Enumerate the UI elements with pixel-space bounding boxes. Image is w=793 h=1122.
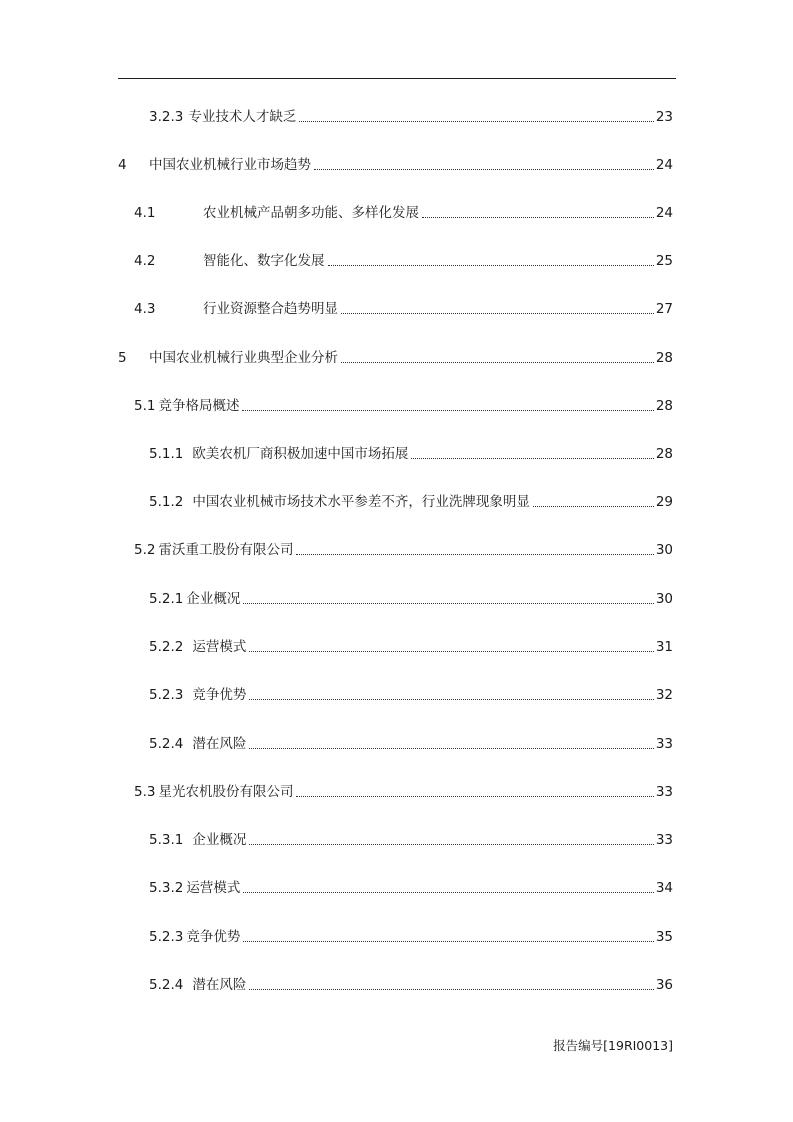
toc-entry-number: 5.2.4 <box>149 977 184 993</box>
toc-entry-5-3-3[interactable] <box>149 927 673 947</box>
toc-entry-5-1-1[interactable] <box>149 444 673 464</box>
dot-leader <box>243 941 653 942</box>
toc-entry-title: 欧美农机厂商积极加速中国市场拓展 <box>192 446 409 462</box>
toc-entry-5-2-3[interactable] <box>149 685 673 705</box>
dot-leader <box>533 506 654 507</box>
toc-entry-number: 3.2.3 <box>149 109 184 125</box>
toc-entry-page: 33 <box>655 736 673 752</box>
toc-entry-page: 33 <box>655 784 673 800</box>
toc-entry-title: 运营模式 <box>192 639 247 655</box>
toc-entry-title: 潜在风险 <box>192 977 247 993</box>
dot-leader <box>249 989 653 990</box>
toc-entry-number: 4.3 <box>134 301 156 317</box>
toc-entry-number: 5.2.2 <box>149 639 184 655</box>
toc-entry-number: 5.1 <box>134 398 156 414</box>
toc-entry-5-3-1[interactable] <box>149 830 673 850</box>
toc-entry-5-2-2[interactable] <box>149 637 673 657</box>
dot-leader <box>341 362 654 363</box>
toc-entry-page: 24 <box>655 205 673 221</box>
dot-leader <box>328 265 654 266</box>
dot-leader <box>249 748 653 749</box>
toc-entry-page: 24 <box>655 157 673 173</box>
dot-leader <box>422 217 654 218</box>
toc-entry-page: 32 <box>655 687 673 703</box>
toc-entry-page: 28 <box>655 350 673 366</box>
toc-entry-4-2[interactable] <box>134 251 673 271</box>
toc-entry-number: 5.2.3 <box>149 687 184 703</box>
dot-leader <box>243 892 653 893</box>
toc-entry-page: 29 <box>655 494 673 510</box>
dot-leader <box>341 313 654 314</box>
dot-leader <box>249 651 653 652</box>
toc-entry-number: 5.3 <box>134 784 156 800</box>
dot-leader <box>249 699 653 700</box>
toc-entry-title: 中国农业机械行业典型企业分析 <box>149 350 338 366</box>
toc-entry-number: 5.2.3 <box>149 929 184 945</box>
dot-leader <box>296 796 653 797</box>
toc-entry-4-1[interactable] <box>134 203 673 223</box>
toc-entry-page: 34 <box>655 880 673 896</box>
toc-entry-number: 5.3.2 <box>149 880 184 896</box>
toc-entry-5-2-1[interactable] <box>149 589 673 609</box>
toc-entry-page: 36 <box>655 977 673 993</box>
toc-entry-page: 30 <box>655 591 673 607</box>
toc-entry-number: 4 <box>118 157 127 173</box>
toc-entry-number: 5.2.1 <box>149 591 184 607</box>
report-code: 报告编号[19RI0013] <box>553 1038 673 1053</box>
toc-entry-title: 智能化、数字化发展 <box>203 253 325 269</box>
toc-entry-title: 竞争优势 <box>186 929 241 945</box>
toc-entry-number: 5.1.1 <box>149 446 184 462</box>
toc-entry-title: 中国农业机械行业市场趋势 <box>149 157 311 173</box>
toc-entry-title: 企业概况 <box>186 591 241 607</box>
toc-entry-title: 竞争优势 <box>192 687 247 703</box>
toc-entry-5[interactable] <box>118 348 673 368</box>
toc-entry-number: 4.1 <box>134 205 156 221</box>
toc-entry-page: 30 <box>655 542 673 558</box>
toc-entry-number: 5 <box>118 350 127 366</box>
toc-entry-title: 雷沃重工股份有限公司 <box>158 542 294 558</box>
dot-leader <box>249 844 653 845</box>
toc-entry-5-1[interactable] <box>134 396 673 416</box>
toc-entry-4-3[interactable] <box>134 299 673 319</box>
toc-entry-page: 35 <box>655 929 673 945</box>
dot-leader <box>243 603 653 604</box>
dot-leader <box>411 458 653 459</box>
toc-entry-page: 33 <box>655 832 673 848</box>
toc-entry-title: 专业技术人才缺乏 <box>188 109 297 125</box>
toc-entry-number: 4.2 <box>134 253 156 269</box>
toc-entry-4[interactable] <box>118 155 673 175</box>
toc-entry-page: 28 <box>655 446 673 462</box>
toc-entry-5-3[interactable] <box>134 782 673 802</box>
toc-entry-title: 农业机械产品朝多功能、多样化发展 <box>203 205 419 221</box>
toc-entry-page: 28 <box>655 398 673 414</box>
toc-entry-title: 企业概况 <box>192 832 247 848</box>
dot-leader <box>314 169 654 170</box>
toc-entry-title: 星光农机股份有限公司 <box>158 784 294 800</box>
toc-entry-title: 潜在风险 <box>192 736 247 752</box>
toc-entry-page: 27 <box>655 301 673 317</box>
toc-entry-5-3-2[interactable] <box>149 878 673 898</box>
toc-entry-page: 23 <box>655 109 673 125</box>
toc-entry-number: 5.2 <box>134 542 156 558</box>
dot-leader <box>299 121 653 122</box>
toc-entry-5-3-4[interactable] <box>149 975 673 995</box>
toc-entry-3-2-3[interactable] <box>149 107 673 127</box>
toc-entry-title: 中国农业机械市场技术水平参差不齐，行业洗牌现象明显 <box>192 494 530 510</box>
toc-entry-title: 运营模式 <box>186 880 241 896</box>
toc-entry-number: 5.3.1 <box>149 832 184 848</box>
toc-entry-5-2-4[interactable] <box>149 734 673 754</box>
toc-entry-number: 5.2.4 <box>149 736 184 752</box>
toc-entry-page: 31 <box>655 639 673 655</box>
dot-leader <box>242 410 653 411</box>
toc-entry-5-1-2[interactable] <box>149 492 673 512</box>
toc-entry-title: 竞争格局概述 <box>158 398 240 414</box>
dot-leader <box>296 554 653 555</box>
toc-entry-title: 行业资源整合趋势明显 <box>203 301 338 317</box>
toc-entry-5-2[interactable] <box>134 540 673 560</box>
toc-entry-number: 5.1.2 <box>149 494 184 510</box>
toc-entry-page: 25 <box>655 253 673 269</box>
